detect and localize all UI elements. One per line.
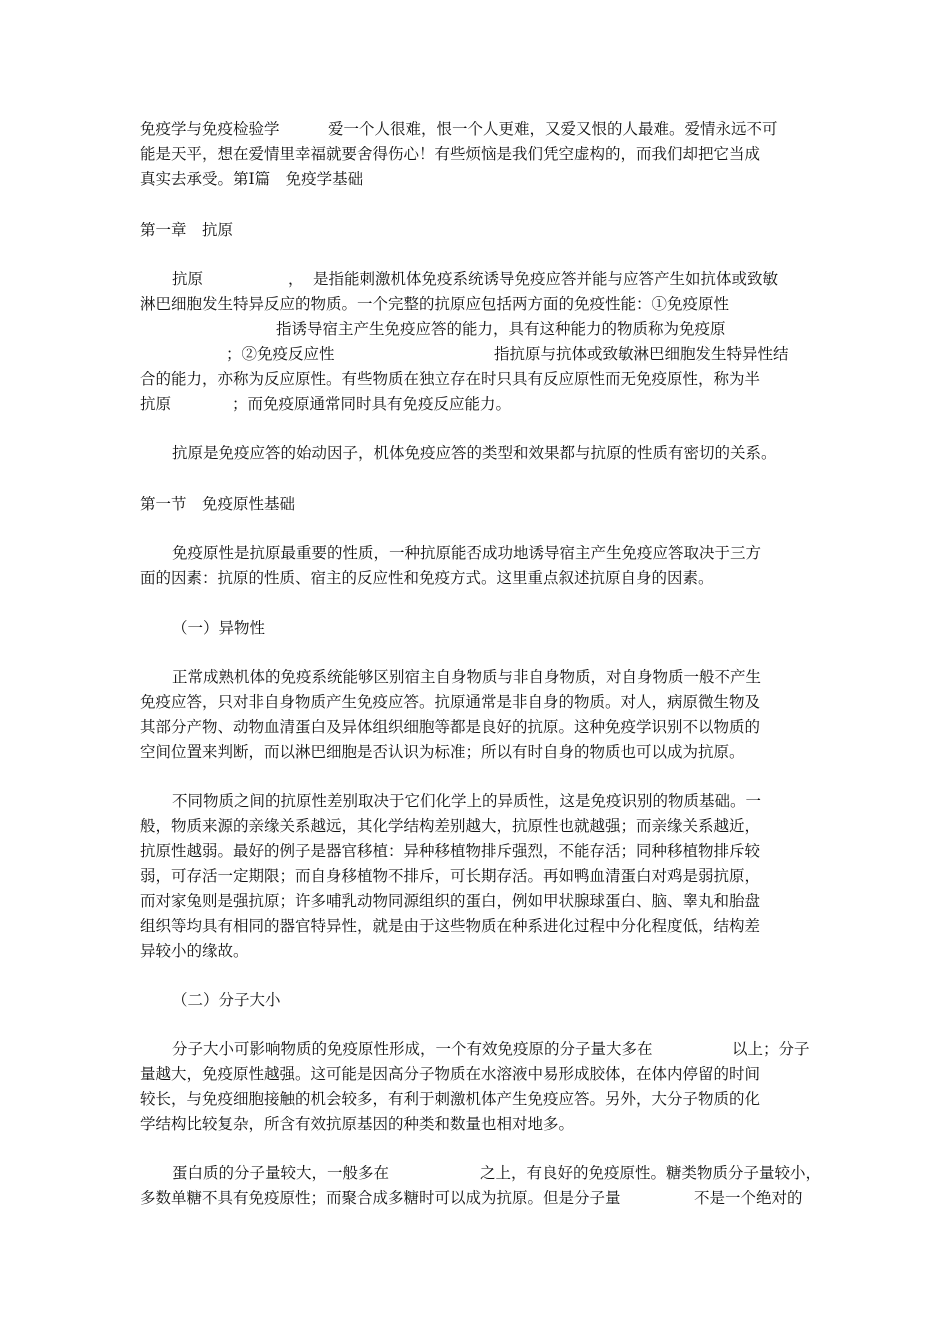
paragraph-text: 指诱导宿主产生免疫应答的能力，具有这种能力的物质称为免疫原 [276, 320, 726, 338]
paragraph-text: ；而免疫原通常同时具有免疫反应能力。 [232, 395, 512, 413]
intro-title: 免疫学与免疫检验学 [140, 120, 280, 138]
paragraph-text: 抗原是免疫应答的始动因子，机体免疫应答的类型和效果都与抗原的性质有密切的关系。 [172, 444, 777, 462]
paragraph-text: 空间位置来判断，而以淋巴细胞是否认识为标准；所以有时自身的物质也可以成为抗原。 [140, 743, 745, 761]
paragraph-text: 量越大，免疫原性越强。这可能是因高分子物质在水溶液中易形成胶体，在体内停留的时间 [140, 1065, 761, 1083]
intro-text: 爱一个人很难，恨一个人更难，又爱又恨的人最难。爱情永远不可 [328, 120, 778, 138]
paragraph-text: 指抗原与抗体或致敏淋巴细胞发生特异性结 [494, 345, 789, 363]
paragraph-text: ， [288, 270, 304, 288]
paragraph-text: 弱，可存活一定期限；而自身移植物不排斥，可长期存活。再如鸭血清蛋白对鸡是弱抗原， [140, 867, 761, 885]
paragraph-text: 般，物质来源的亲缘关系越远，其化学结构差别越大，抗原性也就越强；而亲缘关系越近， [140, 817, 761, 835]
paragraph-text: 组织等均具有相同的器官特异性，就是由于这些物质在种系进化过程中分化程度低，结构差 [140, 917, 761, 935]
section-title: 第一节 免疫原性基础 [140, 495, 296, 513]
chapter-title: 第一章 抗原 [140, 221, 234, 239]
paragraph-text: 分子大小可影响物质的免疫原性形成，一个有效免疫原的分子量大多在 [172, 1040, 653, 1058]
paragraph-text: 之上，有良好的免疫原性。糖类物质分子量较小， [480, 1164, 822, 1182]
paragraph-text: 抗原性越弱。最好的例子是器官移植：异种移植物排斥强烈，不能存活；同种移植物排斥较 [140, 842, 761, 860]
subsection-title: （一）异物性 [172, 619, 266, 637]
paragraph-text: 蛋白质的分子量较大，一般多在 [172, 1164, 390, 1182]
paragraph-text: 多数单糖不具有免疫原性；而聚合成多糖时可以成为抗原。但是分子量 [140, 1189, 621, 1207]
paragraph-text: 异较小的缘故。 [140, 942, 249, 960]
paragraph-text: 不同物质之间的抗原性差别取决于它们化学上的异质性，这是免疫识别的物质基础。一 [172, 792, 762, 810]
paragraph-text: 学结构比较复杂，所含有效抗原基因的种类和数量也相对地多。 [140, 1115, 575, 1133]
paragraph-text: 不是一个绝对的 [694, 1189, 803, 1207]
paragraph-text: 是指能刺激机体免疫系统诱导免疫应答并能与应答产生如抗体或致敏 [313, 270, 779, 288]
intro-text: 能是天平，想在爱情里幸福就要舍得伤心！有些烦恼是我们凭空虚构的，而我们却把它当成 [140, 145, 761, 163]
paragraph-text: 正常成熟机体的免疫系统能够区别宿主自身物质与非自身物质，对自身物质一般不产生 [172, 668, 762, 686]
paragraph-text: 面的因素：抗原的性质、宿主的反应性和免疫方式。这里重点叙述抗原自身的因素。 [140, 569, 714, 587]
paragraph-text: 免疫原性是抗原最重要的性质，一种抗原能否成功地诱导宿主产生免疫应答取决于三方 [172, 544, 762, 562]
paragraph-text: 其部分产物、动物血清蛋白及异体组织细胞等都是良好的抗原。这种免疫学识别不以物质的 [140, 718, 761, 736]
paragraph-text: 抗原 [140, 395, 172, 413]
paragraph-text: 抗原 [172, 270, 204, 288]
paragraph-text: 合的能力，亦称为反应原性。有些物质在独立存在时只具有反应原性而无免疫原性，称为半 [140, 370, 761, 388]
paragraph-text: 较长，与免疫细胞接触的机会较多，有利于刺激机体产生免疫应答。另外，大分子物质的化 [140, 1090, 761, 1108]
paragraph-text: ；②免疫反应性 [226, 345, 335, 363]
intro-text: 真实去承受。第Ⅰ篇 免疫学基础 [140, 170, 364, 188]
subsection-title: （二）分子大小 [172, 991, 281, 1009]
paragraph-text: 而对家兔则是强抗原；许多哺乳动物同源组织的蛋白，例如甲状腺球蛋白、脑、睾丸和胎盘 [140, 892, 761, 910]
paragraph-text: 免疫应答，只对非自身物质产生免疫应答。抗原通常是非自身的物质。对人，病原微生物及 [140, 693, 761, 711]
paragraph-text: 以上；分子 [732, 1040, 810, 1058]
paragraph-text: 淋巴细胞发生特异反应的物质。一个完整的抗原应包括两方面的免疫性能：①免疫原性 [140, 295, 730, 313]
